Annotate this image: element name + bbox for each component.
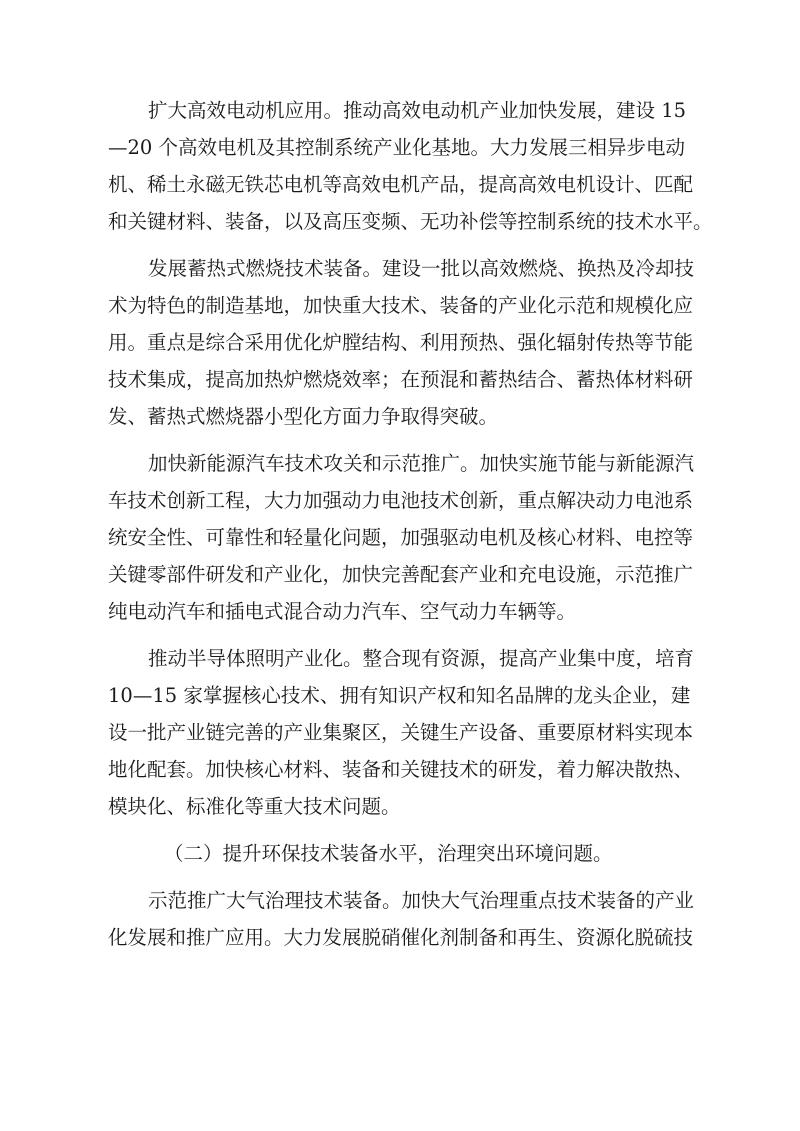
text-line: 用。重点是综合采用优化炉膛结构、利用预热、强化辐射传热等节能 xyxy=(108,331,694,354)
text-line: 发展蓄热式燃烧技术装备。建设一批以高效燃烧、换热及冷却技 xyxy=(148,257,695,280)
text-line: 机、稀土永磁无铁芯电机等高效电机产品，提高高效电机设计、匹配 xyxy=(108,173,694,196)
text-line: 发、蓄热式燃烧器小型化方面力争取得突破。 xyxy=(108,405,499,428)
text-line: 推动半导体照明产业化。整合现有资源，提高产业集中度，培育 xyxy=(148,647,695,670)
text-line: —20 个高效电机及其控制系统产业化基地。大力发展三相异步电动 xyxy=(108,136,686,159)
text-line: 扩大高效电动机应用。推动高效电动机产业加快发展，建设 15 xyxy=(148,99,687,122)
text-line: 示范推广大气治理技术装备。加快大气治理重点技术装备的产业 xyxy=(148,889,695,912)
text-line: 统安全性、可靠性和轻量化问题，加强驱动电机及核心材料、电控等 xyxy=(108,526,694,549)
document-body xyxy=(108,92,713,966)
text-line: 纯电动汽车和插电式混合动力汽车、空气动力车辆等。 xyxy=(108,600,577,623)
text-line: 地化配套。加快核心材料、装备和关键技术的研发，着力解决散热、 xyxy=(108,758,694,781)
text-line: 车技术创新工程，大力加强动力电池技术创新，重点解决动力电池系 xyxy=(108,489,694,512)
section-heading-text: （二）提升环保技术装备水平，治理突出环境问题。 xyxy=(164,842,613,865)
paragraph-semiconductor-lighting xyxy=(108,640,695,825)
paragraph-new-energy-vehicles xyxy=(108,445,695,630)
text-line: 和关键材料、装备，以及高压变频、无功补偿等控制系统的技术水平。 xyxy=(108,210,713,233)
text-line: 术为特色的制造基地，加快重大技术、装备的产业化示范和规模化应 xyxy=(108,294,694,317)
text-line: 10—15 家掌握核心技术、拥有知识产权和知名品牌的龙头企业，建 xyxy=(108,684,691,707)
paragraph-air-treatment xyxy=(108,882,695,956)
paragraph-motor-efficiency xyxy=(108,92,713,240)
text-line: 化发展和推广应用。大力发展脱硝催化剂制备和再生、资源化脱硫技 xyxy=(108,926,694,949)
text-line: 加快新能源汽车技术攻关和示范推广。加快实施节能与新能源汽 xyxy=(148,452,695,475)
text-line: 技术集成，提高加热炉燃烧效率；在预混和蓄热结合、蓄热体材料研 xyxy=(108,368,694,391)
text-line: 关键零部件研发和产业化，加快完善配套产业和充电设施，示范推广 xyxy=(108,563,694,586)
section-heading xyxy=(108,835,690,872)
text-line: 设一批产业链完善的产业集聚区，关键生产设备、重要原材料实现本 xyxy=(108,721,694,744)
text-line: 模块化、标准化等重大技术问题。 xyxy=(108,795,401,818)
paragraph-regenerative-combustion xyxy=(108,250,695,435)
